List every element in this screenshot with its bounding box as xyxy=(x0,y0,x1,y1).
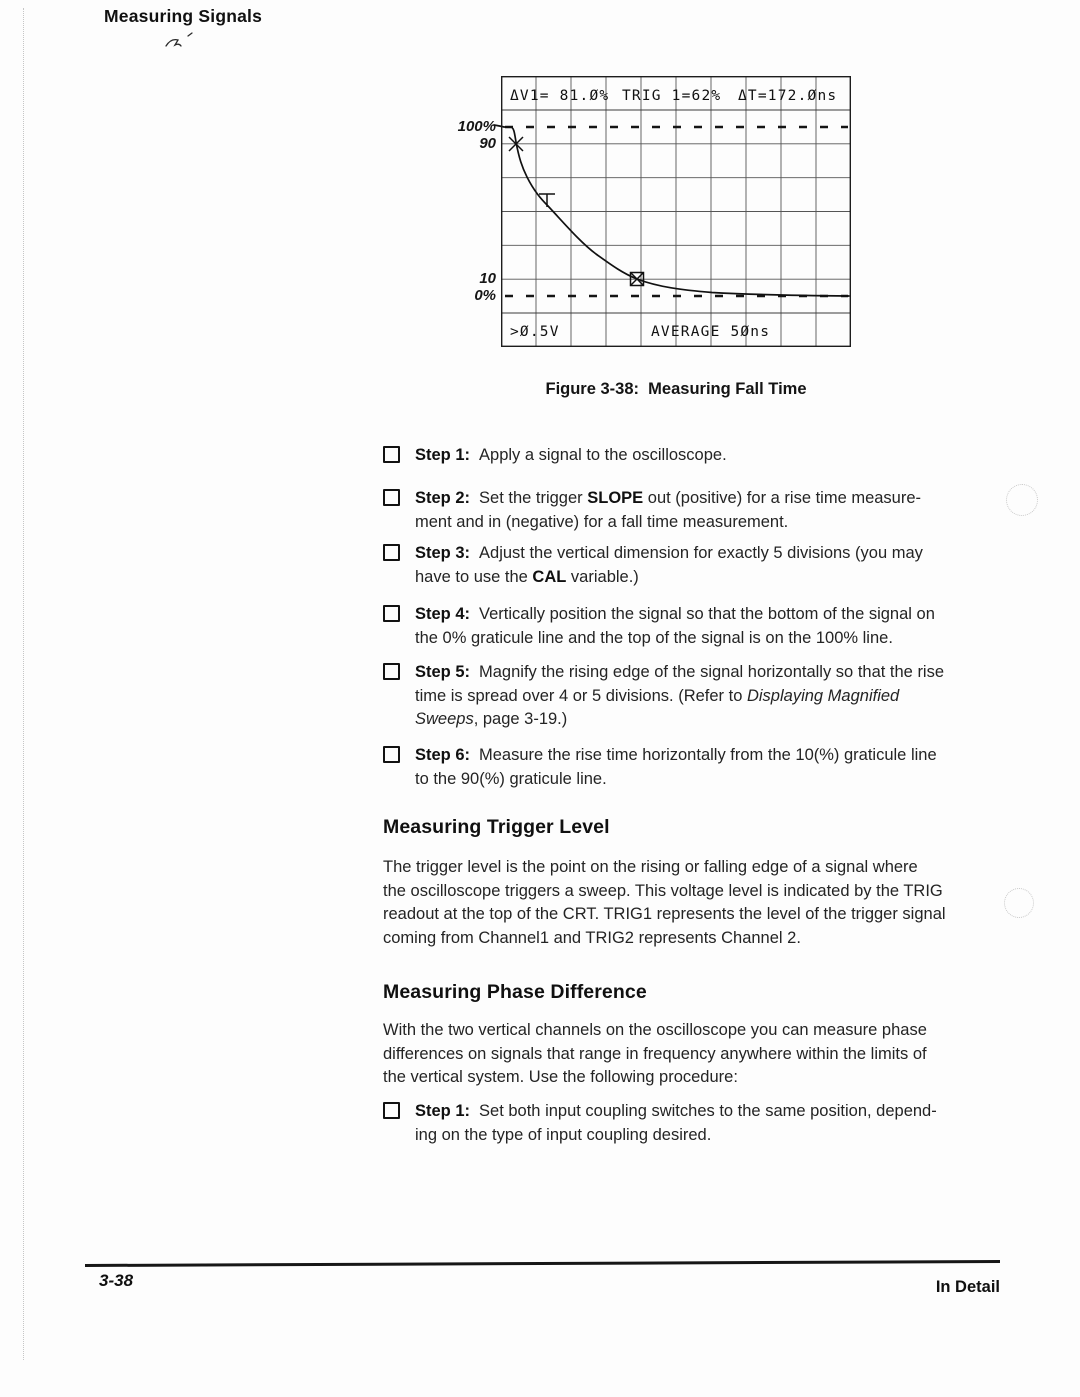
paragraph-line: the oscilloscope triggers a sweep. This voltage level is indicated by the TRIG xyxy=(383,881,943,900)
readout-delta-v: ΔV1= 81.Ø% xyxy=(510,88,610,104)
running-header-title: Measuring Signals xyxy=(104,9,263,26)
pen-mark-artifact xyxy=(163,31,197,51)
readout-volts-div: >Ø.5V xyxy=(510,324,560,340)
step-text-bold: CAL xyxy=(532,567,567,586)
step-text-segment: Measure the rise time horizontally from the 10(%) graticule line xyxy=(479,746,937,764)
step-checkbox xyxy=(383,1102,400,1119)
footer-rule xyxy=(85,1260,1000,1267)
step-text-bold: SLOPE xyxy=(587,489,644,507)
step-item-5 xyxy=(383,661,944,732)
step-line xyxy=(415,542,923,566)
readout-delta-t: Δ̄T=172.Øns xyxy=(738,88,838,104)
step-text-segment: have to use the xyxy=(415,567,533,586)
graticule-label-100: 100% xyxy=(457,118,496,135)
step-label: Step 4: xyxy=(415,605,471,623)
step-text-segment: , page 3-19.) xyxy=(473,710,568,728)
step-line xyxy=(415,744,937,768)
step-text-segment: time is spread over 4 or 5 divisions. (Refer to xyxy=(415,686,747,705)
section-title-trigger-level: Measuring Trigger Level xyxy=(383,816,610,838)
step-checkbox xyxy=(383,746,400,763)
falling-edge-waveform xyxy=(494,125,849,296)
scan-curl-artifact xyxy=(1004,888,1034,918)
step-line xyxy=(415,627,935,651)
paragraph-line: differences on signals that range in frequency anywhere within the limits of xyxy=(383,1044,927,1063)
step-line xyxy=(415,708,944,732)
step-text-segment: Set both input coupling switches to the same position, depend- xyxy=(479,1102,937,1120)
step-line xyxy=(415,661,944,685)
step-text-segment: Magnify the rising edge of the signal horizontally so that the rise xyxy=(479,663,945,681)
running-header xyxy=(104,9,262,30)
step-item-1 xyxy=(383,444,727,468)
paragraph-line: readout at the top of the CRT. TRIG1 represents the level of the trigger signal xyxy=(383,905,946,923)
step-text-segment: Set the trigger xyxy=(479,489,588,507)
step-line xyxy=(415,1124,937,1148)
readout-acquire: AVERAGE 5Øns xyxy=(651,324,771,340)
paragraph-line: The trigger level is the point on the rising or falling edge of a signal where xyxy=(383,858,918,876)
step-checkbox xyxy=(383,544,400,561)
step-checkbox xyxy=(383,663,400,680)
scan-curl-artifact xyxy=(1006,484,1038,516)
step-text-segment: Vertically position the signal so that the bottom of the signal on xyxy=(479,605,935,623)
step-text-segment: variable.) xyxy=(566,567,639,586)
step-line xyxy=(415,1100,937,1124)
paragraph-line: coming from Channel1 and TRIG2 represents Channel 2. xyxy=(383,928,801,947)
graticule-label-0: 0% xyxy=(474,287,496,304)
section-title-phase-difference: Measuring Phase Difference xyxy=(383,981,647,1003)
step-line xyxy=(415,603,935,627)
step-label: Step 2: xyxy=(415,489,471,507)
scan-binding-edge-artifact xyxy=(23,8,24,1360)
step-text-segment: ing on the type of input coupling desired. xyxy=(415,1125,712,1144)
step-text-segment: the 0% graticule line and the top of the signal is on the 100% line. xyxy=(415,628,893,647)
trigger-level-t-marker xyxy=(539,194,555,207)
step-text-segment: to the 90(%) graticule line. xyxy=(415,769,607,788)
oscilloscope-display xyxy=(501,76,851,347)
graticule-label-90: 90 xyxy=(479,135,496,152)
step-text-italic: Displaying Magnified xyxy=(746,686,900,705)
step-text-segment: Adjust the vertical dimension for exactly 5 divisions (you may xyxy=(479,544,923,562)
graticule-label-10: 10 xyxy=(479,270,496,287)
step-item-6 xyxy=(383,744,937,791)
figure-caption: Figure 3-38: Measuring Fall Time xyxy=(545,380,807,398)
footer-page-number: 3-38 xyxy=(99,1271,134,1290)
step-text-segment: ment and in (negative) for a fall time measurement. xyxy=(415,512,789,531)
step-line xyxy=(415,768,937,792)
step-item-phase-1 xyxy=(383,1100,937,1147)
step-label: Step 1: xyxy=(415,1102,471,1120)
step-text-italic: Sweeps xyxy=(415,710,474,728)
paragraph-line: With the two vertical channels on the oscilloscope you can measure phase xyxy=(383,1021,927,1039)
step-item-4 xyxy=(383,603,935,650)
step-label: Step 1: xyxy=(415,446,471,464)
step-line xyxy=(415,685,944,709)
step-label: Step 5: xyxy=(415,663,471,681)
step-text-segment: Apply a signal to the oscilloscope. xyxy=(479,446,727,464)
phase-difference-paragraph xyxy=(383,1019,927,1090)
step-label: Step 3: xyxy=(415,544,471,562)
step-line xyxy=(415,511,921,535)
readout-trigger: TRIG 1=62% xyxy=(622,88,722,104)
step-checkbox xyxy=(383,489,400,506)
step-checkbox xyxy=(383,446,400,463)
trigger-level-paragraph xyxy=(383,856,946,950)
paragraph-line: the vertical system. Use the following procedure: xyxy=(383,1068,738,1086)
step-text-segment: out (positive) for a rise time measure- xyxy=(643,489,922,507)
step-label: Step 6: xyxy=(415,746,471,764)
step-line xyxy=(415,444,727,468)
footer-section-label: In Detail xyxy=(935,1278,1000,1296)
step-item-3 xyxy=(383,542,923,589)
step-item-2 xyxy=(383,487,921,534)
step-line xyxy=(415,566,923,590)
step-line xyxy=(415,487,921,511)
step-checkbox xyxy=(383,605,400,622)
